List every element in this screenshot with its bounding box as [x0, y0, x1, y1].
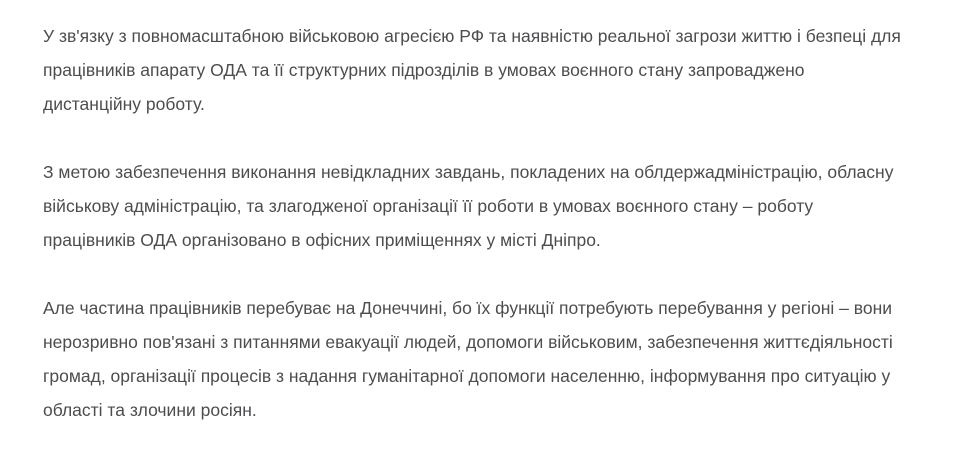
paragraph-remote-work: [43, 19, 940, 121]
text-line: нерозривно пов'язані з питаннями евакуації людей, допомоги військовим, забезпечення життєдіяльності: [43, 332, 893, 352]
text-line: З метою забезпечення виконання невідкладних завдань, покладених на облдержадміністрацію, обласну: [43, 162, 894, 182]
text-line: дистанційну роботу.: [43, 94, 205, 114]
text-line: У зв'язку з повномасштабною військовою агресією РФ та наявністю реальної загрози життю і безпеці для: [43, 26, 901, 46]
paragraph-donetsk-region-staff: [43, 291, 940, 427]
text-line: військову адміністрацію, та злагодженої організації її роботи в умовах воєнного стану – роботу: [43, 196, 814, 216]
paragraph-dnipro-offices: [43, 155, 940, 257]
text-line: працівників ОДА організовано в офісних приміщеннях у місті Дніпро.: [43, 230, 601, 250]
text-line: громад, організації процесів з надання гуманітарної допомоги населенню, інформування про ситуацію у: [43, 366, 891, 386]
text-line: області та злочини росіян.: [43, 400, 257, 420]
text-line: працівників апарату ОДА та її структурних підрозділів в умовах воєнного стану запроваджено: [43, 60, 805, 80]
text-line: Але частина працівників перебуває на Донеччині, бо їх функції потребують перебування у регіоні – вони: [43, 298, 893, 318]
